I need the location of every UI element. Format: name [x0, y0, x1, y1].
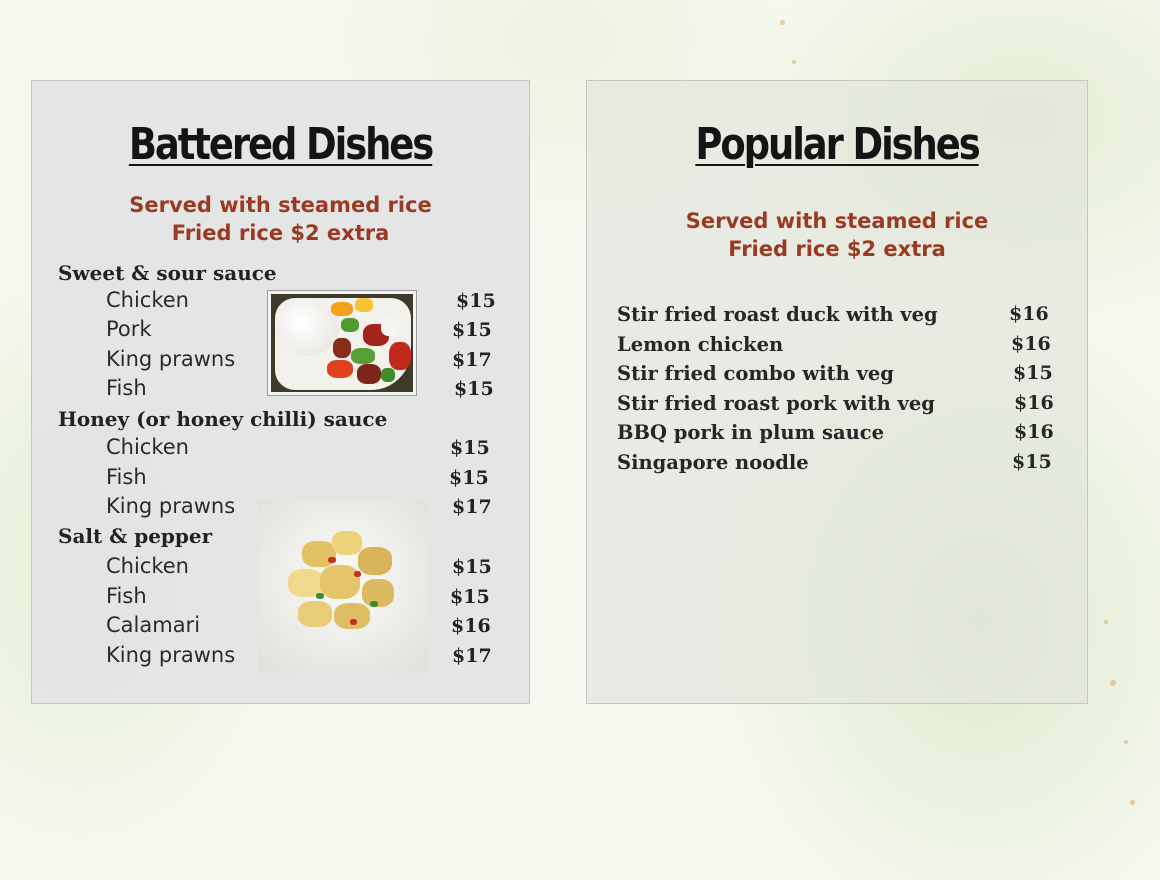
menu-price: $17 [452, 645, 492, 667]
spring-onion-shape [370, 601, 378, 607]
battered-piece-shape [358, 547, 392, 575]
menu-item: Fish [106, 465, 147, 489]
menu-item: King prawns [106, 643, 236, 667]
battered-piece-shape [302, 541, 336, 567]
steamed-rice-note: Served with steamed rice [685, 209, 989, 233]
rice-shape [277, 300, 339, 356]
menu-item: Chicken [106, 435, 189, 459]
pepper-shape [327, 360, 353, 378]
menu-price: $16 [451, 615, 491, 637]
battered-dishes-title: Battered Dishes [128, 119, 433, 170]
menu-item: BBQ pork in plum sauce [617, 421, 885, 444]
menu-price: $15 [449, 467, 489, 489]
menu-item: Lemon chicken [617, 333, 784, 356]
menu-item: Stir fried roast duck with veg [617, 303, 938, 326]
menu-price: $15 [456, 290, 496, 312]
pepper-shape [381, 368, 395, 382]
menu-item: Fish [106, 584, 147, 608]
menu-item: Stir fried combo with veg [617, 362, 894, 385]
popular-dishes-panel [586, 80, 1088, 704]
pepper-shape [351, 348, 375, 364]
gold-fleck [1124, 740, 1128, 744]
popular-rice-note [587, 207, 1087, 263]
menu-price: $15 [452, 319, 492, 341]
gold-fleck [780, 20, 785, 25]
gold-fleck [1130, 800, 1135, 805]
steamed-rice-note: Served with steamed rice [129, 193, 432, 217]
menu-price: $15 [450, 586, 490, 608]
pepper-shape [389, 342, 411, 370]
menu-item: Pork [106, 317, 152, 341]
menu-price: $16 [1014, 421, 1054, 443]
battered-rice-note [32, 191, 529, 247]
fried-rice-note: Fried rice $2 extra [171, 221, 390, 245]
battered-piece-shape [362, 579, 394, 607]
menu-price: $16 [1011, 333, 1051, 355]
menu-price: $15 [1013, 362, 1053, 384]
menu-item: Singapore noodle [617, 451, 809, 474]
menu-item: Fish [106, 376, 147, 400]
menu-item: King prawns [106, 347, 236, 371]
pineapple-shape [331, 302, 353, 316]
chilli-shape [350, 619, 357, 625]
menu-item: Stir fried roast pork with veg [617, 392, 935, 415]
battered-piece-shape [334, 603, 370, 629]
gold-fleck [1110, 680, 1116, 686]
spring-onion-shape [316, 593, 324, 599]
popular-dishes-title: Popular Dishes [695, 119, 979, 170]
menu-item: Chicken [106, 554, 189, 578]
menu-price: $15 [452, 556, 492, 578]
meat-shape [333, 338, 351, 358]
battered-piece-shape [320, 565, 360, 599]
battered-dishes-panel [31, 80, 530, 704]
menu-price: $15 [454, 378, 494, 400]
salt-pepper-dish-photo [258, 501, 428, 673]
menu-price: $17 [452, 349, 492, 371]
sweet-sour-dish-photo [268, 291, 416, 395]
menu-price: $16 [1009, 303, 1049, 325]
gold-fleck [792, 60, 796, 64]
fried-rice-note: Fried rice $2 extra [728, 237, 946, 261]
chilli-shape [328, 557, 336, 563]
battered-piece-shape [332, 531, 362, 555]
gold-fleck [1104, 620, 1108, 624]
category-salt-pepper: Salt & pepper [58, 524, 213, 548]
category-sweet-sour: Sweet & sour sauce [58, 261, 277, 285]
chilli-shape [354, 571, 361, 577]
category-honey: Honey (or honey chilli) sauce [58, 407, 388, 431]
pepper-shape [341, 318, 359, 332]
menu-price: $16 [1014, 392, 1054, 414]
menu-price: $15 [1012, 451, 1052, 473]
battered-piece-shape [298, 601, 332, 627]
menu-item: Calamari [106, 613, 201, 637]
menu-price: $17 [452, 496, 492, 518]
meat-shape [357, 364, 381, 384]
menu-item: King prawns [106, 494, 236, 518]
menu-item: Chicken [106, 288, 189, 312]
pineapple-shape [355, 298, 373, 312]
onion-shape [381, 318, 399, 336]
menu-price: $15 [450, 437, 490, 459]
